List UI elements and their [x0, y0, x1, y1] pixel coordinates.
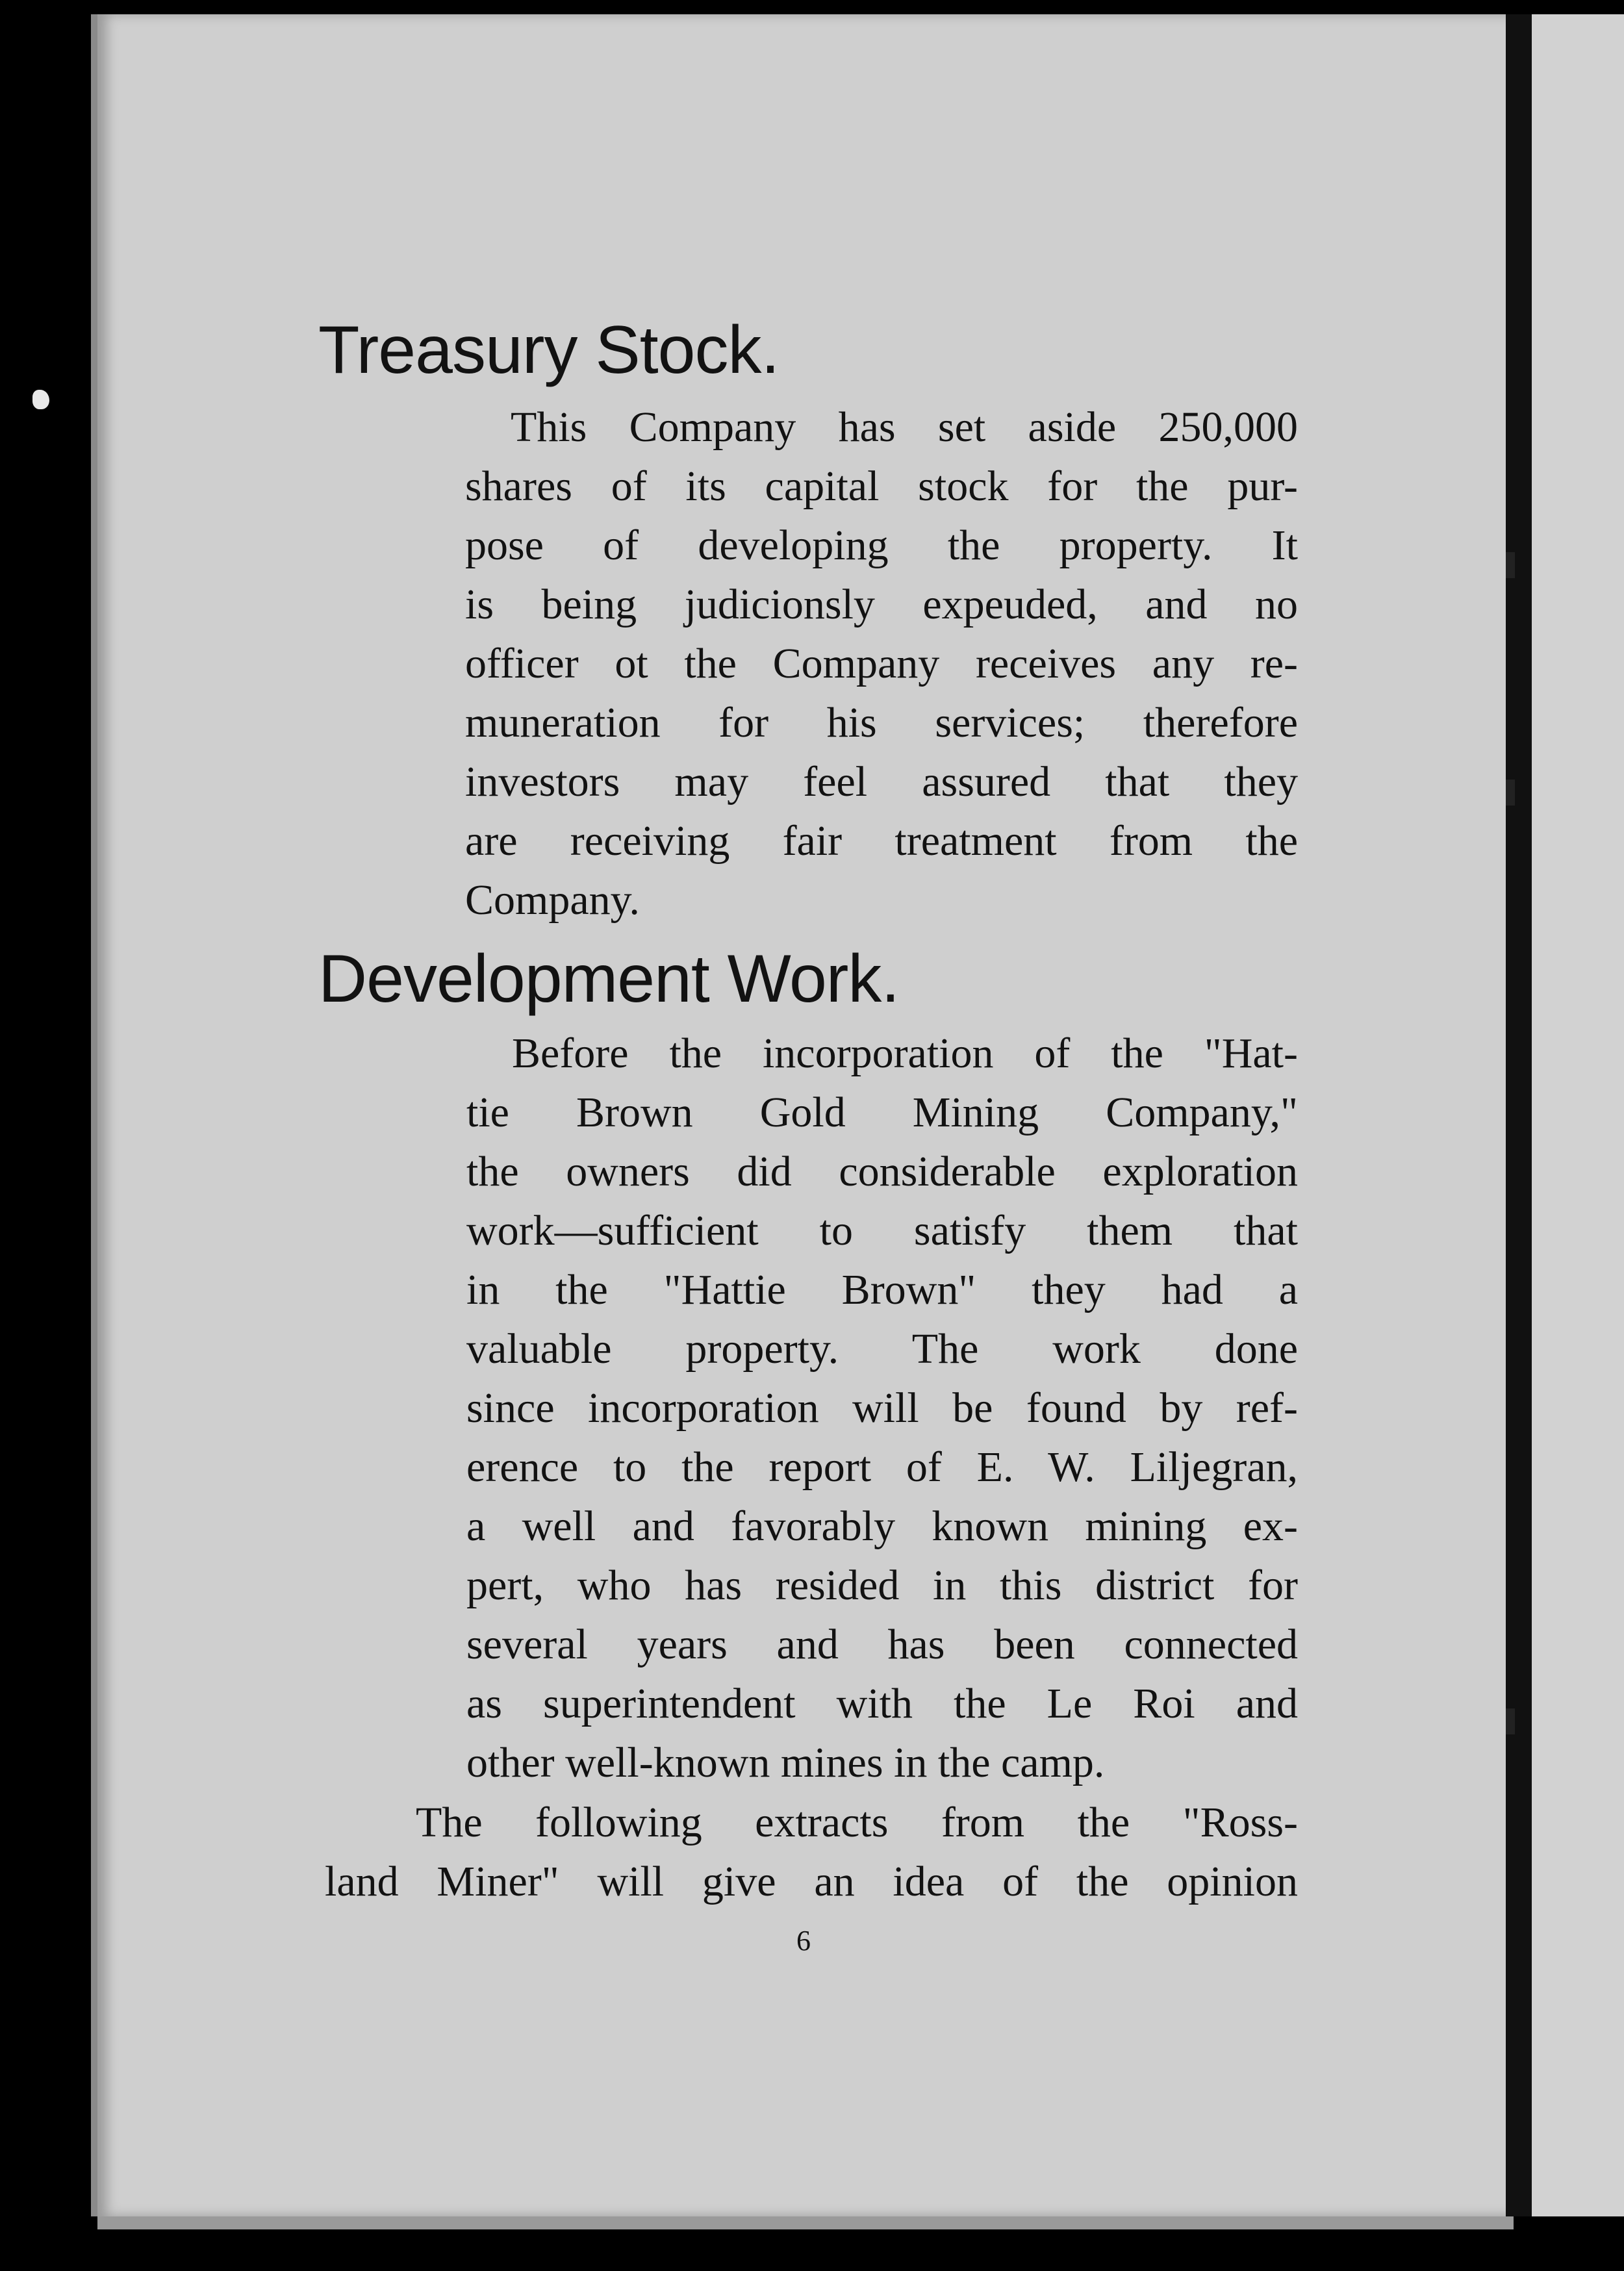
page-bottom-edge: [97, 2216, 1514, 2229]
paragraph-line: other well-known mines in the camp.: [466, 1739, 1105, 1786]
paragraph-line: the owners did considerable exploration: [466, 1148, 1298, 1195]
paragraph-line: Before the incorporation of the "Hat-: [512, 1030, 1298, 1077]
paragraph-line: as superintendent with the Le Roi and: [466, 1680, 1298, 1727]
paragraph-line: shares of its capital stock for the pur-: [465, 463, 1298, 510]
paragraph-line: The following extracts from the "Ross-: [416, 1799, 1298, 1846]
section-heading-development-work: Development Work.: [318, 941, 900, 1017]
treasury-stock-paragraph: [465, 398, 1298, 930]
paragraph-line: work—sufficient to satisfy them that: [466, 1207, 1298, 1254]
paragraph-line: Company.: [465, 876, 640, 924]
paragraph-line: This Company has set aside 250,000: [511, 403, 1298, 451]
paragraph-line: since incorporation will be found by ref-: [466, 1384, 1298, 1432]
paragraph-line: land Miner" will give an idea of the opinion: [325, 1858, 1298, 1905]
paragraph-line: investors may feel assured that they: [465, 758, 1298, 806]
paragraph-line: several years and has been connected: [466, 1621, 1298, 1668]
closing-paragraph: [325, 1793, 1298, 1911]
paragraph-line: are receiving fair treatment from the: [465, 817, 1298, 865]
paragraph-line: muneration for his services; therefore: [465, 699, 1298, 746]
paragraph-line: tie Brown Gold Mining Company,": [466, 1089, 1298, 1136]
scan-artifact: [32, 390, 49, 409]
paragraph-line: in the "Hattie Brown" they had a: [466, 1266, 1298, 1313]
paragraph-line: a well and favorably known mining ex-: [466, 1503, 1298, 1550]
binding-mark: [1506, 780, 1515, 806]
paragraph-line: erence to the report of E. W. Liljegran,: [466, 1443, 1298, 1491]
section-heading-treasury-stock: Treasury Stock.: [318, 312, 780, 388]
paragraph-line: pose of developing the property. It: [465, 522, 1298, 569]
paragraph-line: is being judicionsly expeuded, and no: [465, 581, 1298, 628]
development-work-paragraph: [466, 1024, 1298, 1792]
binding-mark: [1506, 552, 1515, 578]
page-number: 6: [796, 1925, 811, 1957]
paragraph-line: officer ot the Company receives any re-: [465, 640, 1298, 687]
page-gutter: [1506, 14, 1532, 2216]
paragraph-line: valuable property. The work done: [466, 1325, 1298, 1373]
paragraph-line: pert, who has resided in this district for: [466, 1562, 1298, 1609]
binding-mark: [1506, 1708, 1515, 1734]
